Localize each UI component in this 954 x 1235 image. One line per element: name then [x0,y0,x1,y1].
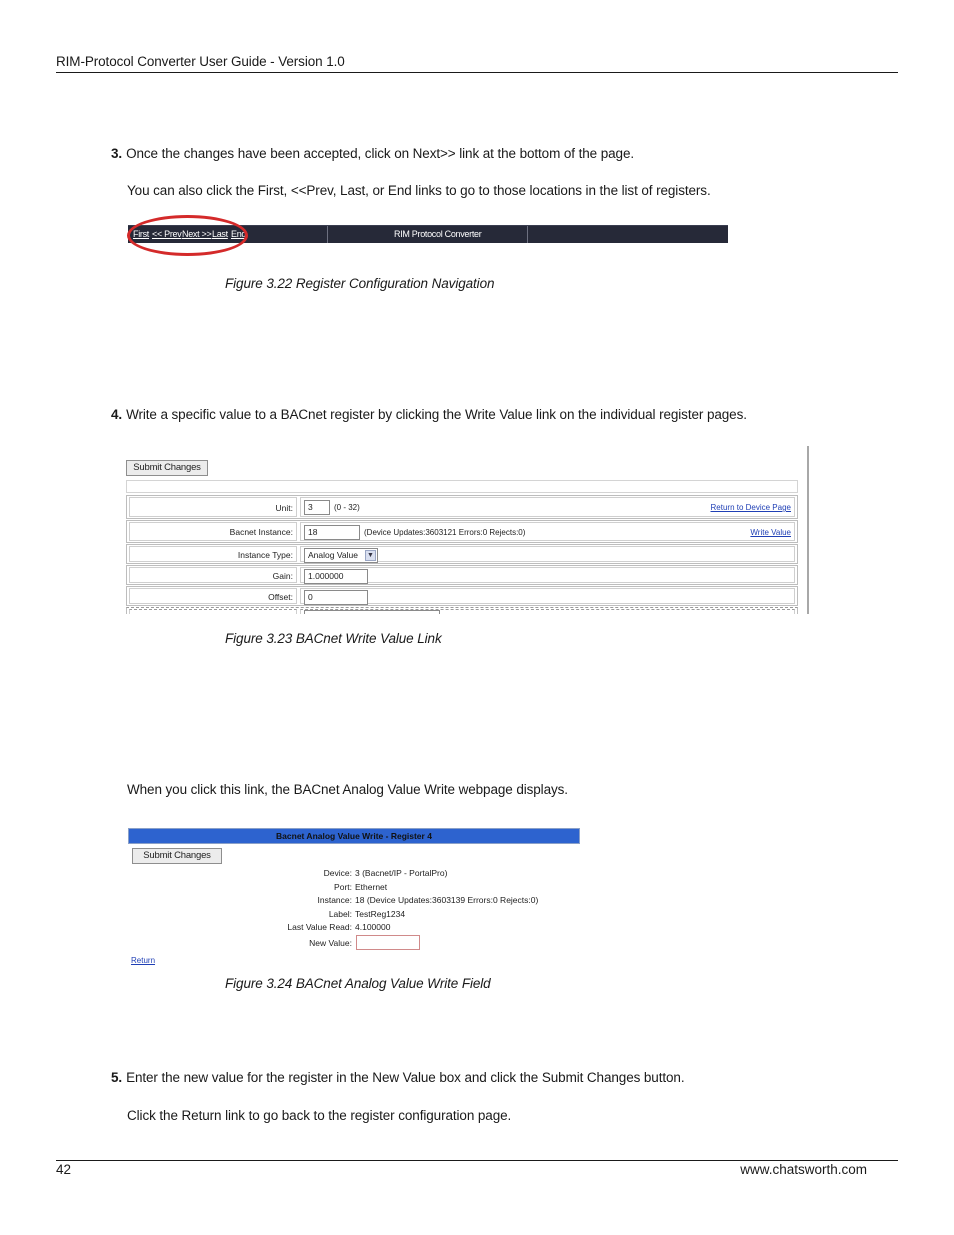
new-value-input[interactable] [356,935,420,950]
analog-write-form [128,865,580,970]
unit-input[interactable]: 3 [304,500,330,515]
step-3 [111,145,634,163]
nav-prev-link[interactable]: << Prev [152,229,182,239]
label-value: TestReg1234 [355,909,406,919]
offset-input[interactable]: 0 [304,590,368,605]
page-number: 42 [56,1162,72,1177]
port-value: Ethernet [355,882,388,892]
step-3-number: 3. [111,146,123,161]
footer-rule [56,1160,898,1161]
cut-off-label-cell [129,609,297,614]
highlight-circle [127,215,248,256]
label-label: Label: [328,909,352,919]
unit-row [126,495,798,519]
footer-website: www.chatsworth.com [740,1162,867,1177]
gain-label: Gain: [129,567,297,583]
step-5-followup: Click the Return link to go back to the register configuration page. [127,1108,512,1123]
instance-type-cell [300,546,795,562]
instance-type-label: Instance Type: [129,546,297,562]
device-label: Device: [323,868,352,878]
figure-3-24-caption: Figure 3.24 BACnet Analog Value Write Field [225,976,491,991]
gain-cell [300,567,795,583]
return-to-device-link[interactable]: Return to Device Page [710,503,791,512]
document-header: RIM-Protocol Converter User Guide - Version 1.0 [56,54,345,69]
device-value: 3 (Bacnet/IP - PortalPro) [355,868,448,878]
nav-first-link[interactable]: First [133,229,149,239]
step-5 [111,1069,685,1087]
instance-label-2: Instance: [317,895,352,905]
submit-changes-button[interactable]: Submit Changes [126,460,208,476]
instance-label: Bacnet Instance: [129,522,297,541]
write-value-link[interactable]: Write Value [750,528,791,537]
instance-type-select[interactable] [304,548,378,563]
step-3-text: Once the changes have been accepted, click on Next>> link at the bottom of the page. [126,146,634,161]
submit-changes-button-2[interactable]: Submit Changes [132,848,222,864]
register-config-screenshot [121,446,809,614]
last-value-label: Last Value Read: [287,922,352,932]
step-5-number: 5. [111,1070,123,1085]
offset-label: Offset: [129,588,297,604]
analog-write-title-bar: Bacnet Analog Value Write - Register 4 [128,828,580,844]
gain-input[interactable]: 1.000000 [304,569,368,584]
figure-3-22-caption: Figure 3.22 Register Configuration Navigation [225,276,495,291]
spacer-row [126,480,798,493]
unit-label: Unit: [129,497,297,517]
nav-end-link[interactable]: End [231,229,247,239]
instance-type-value: Analog Value [308,550,358,560]
return-link[interactable]: Return [131,956,156,965]
step-4-followup: When you click this link, the BACnet Analog Value Write webpage displays. [127,782,568,797]
cut-off-value-cell [300,609,795,614]
cut-off-row [126,607,798,614]
instance-value-2: 18 (Device Updates:3603139 Errors:0 Rejects:0) [355,895,539,905]
step-4 [111,406,747,424]
last-value-value: 4.100000 [355,922,391,932]
nav-bar-title: RIM Protocol Converter [394,229,482,239]
unit-value-cell [300,497,795,517]
nav-last-link[interactable]: Last [212,229,228,239]
step-4-text: Write a specific value to a BACnet register by clicking the Write Value link on the individual register pages. [126,407,747,422]
port-label: Port: [334,882,352,892]
gain-row [126,565,798,585]
new-value-label: New Value: [309,938,352,948]
instance-input[interactable]: 18 [304,525,360,540]
nav-next-link[interactable]: Next >> [182,229,212,239]
step-3-followup: You can also click the First, <<Prev, Last, or End links to go to those locations in the list of registers. [127,183,711,198]
instance-type-row [126,544,798,564]
instance-value-cell [300,522,795,541]
unit-range-note: (0 - 32) [334,503,360,512]
instance-row [126,520,798,543]
figure-3-23-caption: Figure 3.23 BACnet Write Value Link [225,631,442,646]
instance-status-note: (Device Updates:3603121 Errors:0 Rejects:0) [364,528,526,537]
offset-row [126,586,798,606]
cut-off-input [304,610,440,614]
step-4-number: 4. [111,407,123,422]
offset-cell [300,588,795,604]
step-5-text: Enter the new value for the register in the New Value box and click the Submit Changes button. [126,1070,685,1085]
chevron-down-icon[interactable]: ▼ [365,550,376,561]
header-rule [56,72,898,73]
